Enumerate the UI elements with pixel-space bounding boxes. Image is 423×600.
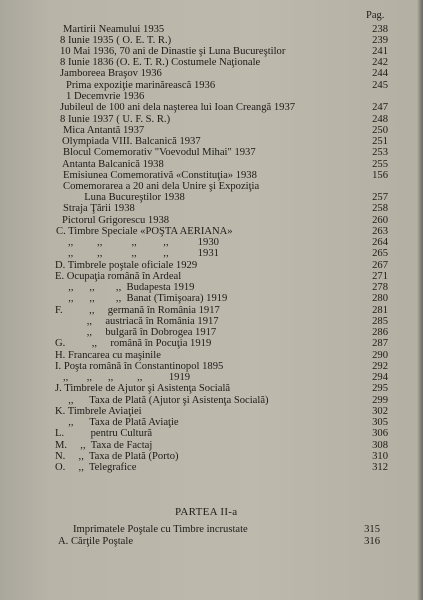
toc-page-number: 263 — [372, 226, 388, 237]
toc-page-number: 247 — [372, 102, 388, 113]
toc-entry: ,, ,, ,, ,, 1931 — [60, 248, 219, 259]
toc-entry: H. Francarea cu maşinile — [55, 350, 161, 361]
toc-entry: 8 Iunie 1937 ( U. F. S. R.) — [60, 114, 171, 125]
toc-page-number: 267 — [372, 260, 388, 271]
toc-entry: 10 Mai 1936, 70 ani de Dinastie şi Luna Bucureştilor — [60, 46, 286, 57]
toc-entry: ,, bulgară în Dobrogea 1917 — [55, 327, 217, 338]
toc-entry: F. ,, germană în România 1917 — [55, 305, 220, 316]
toc-entry: 1 Decemvrie 1936 — [66, 91, 145, 102]
toc-entry: ,, Taxa de Plată (Ajutor şi Asistenţa Socială) — [55, 395, 269, 406]
toc-page-number: 278 — [372, 282, 388, 293]
part-heading: PARTEA II-a — [175, 506, 238, 518]
toc-entry: ,, austriacă în România 1917 — [55, 316, 219, 327]
toc-entry: A. Cărţile Poştale — [58, 536, 134, 547]
toc-page-number: 294 — [372, 372, 388, 383]
toc-page-number: 287 — [372, 338, 388, 349]
toc-page-number: 242 — [372, 57, 388, 68]
toc-page-number: 251 — [372, 136, 388, 147]
toc-page-number: 264 — [372, 237, 388, 248]
toc-entry: ,, ,, ,, ,, 1919 — [55, 372, 191, 383]
toc-entry: N. ,, Taxa de Plată (Porto) — [55, 451, 179, 462]
toc-entry: ,, ,, ,, Budapesta 1919 — [55, 282, 195, 293]
toc-entry: E. Ocupaţia română în Ardeal — [55, 271, 182, 282]
toc-entry: L. pentru Cultură — [55, 428, 153, 439]
toc-page-number: 306 — [372, 428, 388, 439]
toc-entry: D. Timbrele poştale oficiale 1929 — [55, 260, 198, 271]
toc-entry: Antanta Balcanică 1938 — [62, 159, 164, 170]
toc-page-number: 244 — [372, 68, 388, 79]
toc-page-number: 286 — [372, 327, 388, 338]
page-edge-shadow — [417, 0, 423, 600]
toc-page-number: 299 — [372, 395, 388, 406]
toc-page-number: 265 — [372, 248, 388, 259]
toc-page-number: 302 — [372, 406, 388, 417]
toc-entry: C. Timbre Speciale «POŞTA AERIANA» — [56, 226, 233, 237]
toc-entry: ,, Taxa de Plată Aviaţie — [55, 417, 179, 428]
toc-page-number: 253 — [372, 147, 388, 158]
toc-entry: G. ,, română în Pocuţia 1919 — [55, 338, 212, 349]
toc-page-number: 156 — [372, 170, 388, 181]
toc-entry: 8 Iunie 1935 ( O. E. T. R.) — [60, 35, 172, 46]
toc-entry: O. ,, Telegrafice — [55, 462, 137, 473]
toc-page-number: 258 — [372, 203, 388, 214]
toc-page-number: 255 — [372, 159, 388, 170]
toc-page-number: 316 — [364, 536, 380, 547]
toc-page-number: 260 — [372, 215, 388, 226]
toc-entry: ,, ,, ,, ,, 1930 — [60, 237, 219, 248]
toc-entry: I. Poşta română în Constantinopol 1895 — [55, 361, 224, 372]
toc-page-number: 308 — [372, 440, 388, 451]
toc-entry: Comemorarea a 20 ani dela Unire şi Expoziţia — [63, 181, 260, 192]
toc-entry: Pictorul Grigorescu 1938 — [62, 215, 170, 226]
toc-entry: Mica Antantă 1937 — [63, 125, 145, 136]
toc-page-number: 239 — [372, 35, 388, 46]
toc-page-number: 315 — [364, 524, 380, 535]
toc-page-number: 271 — [372, 271, 388, 282]
toc-page-number: 250 — [372, 125, 388, 136]
toc-page-number: 285 — [372, 316, 388, 327]
toc-entry: J. Timbrele de Ajutor şi Asistenţa Socială — [55, 383, 231, 394]
toc-entry: Blocul Comemorativ "Voevodul Mihai" 1937 — [63, 147, 256, 158]
toc-entry: Prima expoziţie marinărească 1936 — [66, 80, 216, 91]
toc-page-number: 281 — [372, 305, 388, 316]
toc-page-number: 245 — [372, 80, 388, 91]
toc-entry: Luna Bucureştilor 1938 — [63, 192, 185, 203]
toc-page-number: 238 — [372, 24, 388, 35]
toc-page-number: 241 — [372, 46, 388, 57]
toc-entry: 8 Iunie 1836 (O. E. T. R.) Costumele Naţionale — [60, 57, 261, 68]
toc-entry: Jamboreea Braşov 1936 — [60, 68, 162, 79]
page-column-header: Pag. — [366, 10, 385, 21]
toc-page-number: 295 — [372, 383, 388, 394]
toc-page-number: 312 — [372, 462, 388, 473]
toc-entry: Olympiada VIII. Balcanică 1937 — [62, 136, 201, 147]
toc-page-number: 305 — [372, 417, 388, 428]
toc-page-number: 292 — [372, 361, 388, 372]
toc-entry: Martirii Neamului 1935 — [63, 24, 165, 35]
toc-entry: Imprimatele Poştale cu Timbre incrustate — [73, 524, 248, 535]
toc-entry: Jubileul de 100 ani dela naşterea lui Ioan Creangă 1937 — [60, 102, 296, 113]
toc-page-number: 280 — [372, 293, 388, 304]
toc-page-number: 310 — [372, 451, 388, 462]
toc-entry: K. Timbrele Aviaţiei — [55, 406, 142, 417]
toc-page-number: 248 — [372, 114, 388, 125]
toc-page-number: 290 — [372, 350, 388, 361]
toc-entry: Emisiunea Comemorativă «Constituţia» 1938 — [63, 170, 257, 181]
toc-entry: Straja Ţării 1938 — [63, 203, 135, 214]
toc-entry: M. ,, Taxa de Factaj — [55, 440, 153, 451]
toc-entry: ,, ,, ,, Banat (Timişoara) 1919 — [55, 293, 228, 304]
toc-page-number: 257 — [372, 192, 388, 203]
